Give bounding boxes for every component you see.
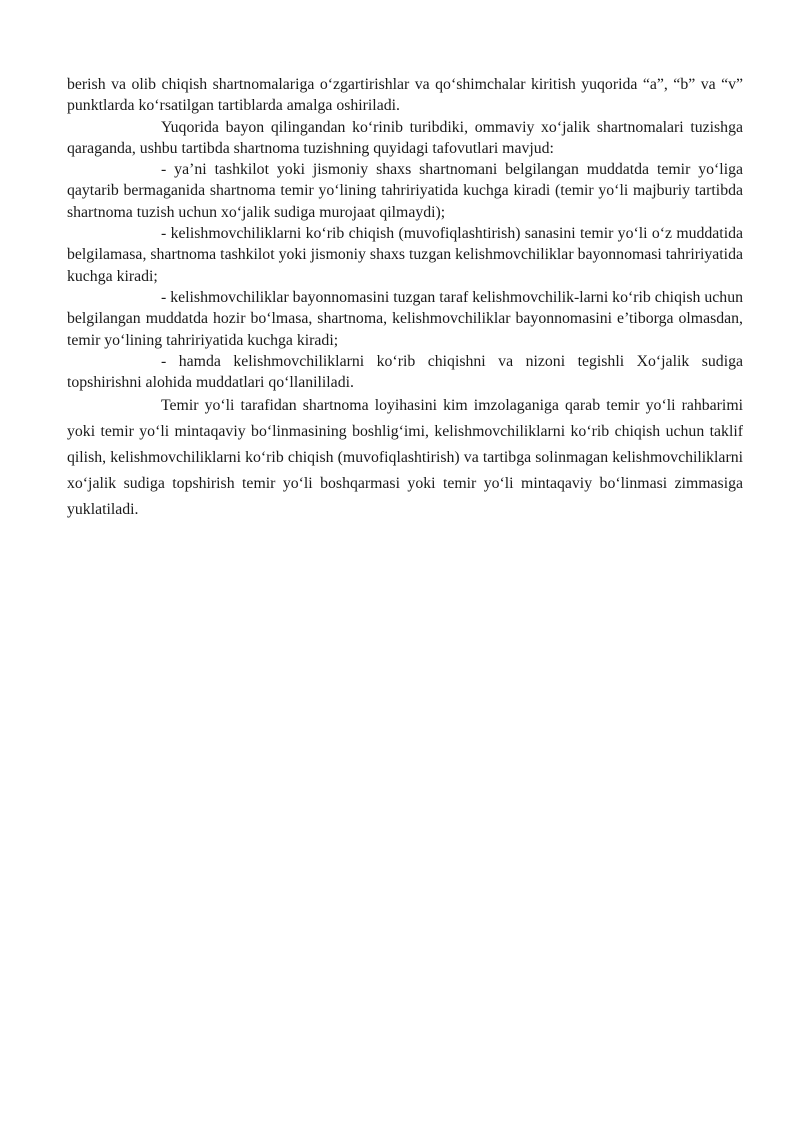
- list-item-protocol-party: - kelishmovchiliklar bayonnomasini tuzgan taraf kelishmovchilik-larni ko‘rib chiqish uchun belgilangan muddatda hozir bo‘lmasa, shartnoma, kelishmovchiliklar bayonnomasini e’tiborga olmasdan, temir yo‘lining tahririyatida kuchga kiradi;: [67, 288, 743, 349]
- paragraph-responsibility: Temir yo‘li tarafidan shartnoma loyihasini kim imzolaganiga qarab temir yo‘li rahbarimi yoki temir yo‘li mintaqaviy bo‘linmasining boshlig‘imi, kelishmovchiliklarni ko‘rib chiqish uchun taklif qilish, kelishmovchiliklarni ko‘rib chiqish (muvofiqlashtirish) va tartibga solinmagan kelishmovchiliklarni xo‘jalik sudiga topshirish temir yo‘li boshqarmasi yoki temir yo‘li mintaqaviy bo‘linmasi zimmasiga yuklatiladi.: [67, 397, 743, 519]
- list-item-contract-return: - ya’ni tashkilot yoki jismoniy shaxs shartnomani belgilangan muddatda temir yo‘liga qaytarib bermaganida shartnoma temir yo‘lining tahririyatida kuchga kiradi (temir yo‘li majburiy tartibda shartnoma tuzish uchun xo‘jalik sudiga murojaat qilmaydi);: [67, 161, 743, 221]
- paragraph-differences-intro: Yuqorida bayon qilingandan ko‘rinib turibdiki, ommaviy xo‘jalik shartnomalari tuzishga qaraganda, ushbu tartibda shartnoma tuzishning quyidagi tafovutlari mavjud:: [67, 118, 743, 157]
- document-page: [67, 74, 743, 523]
- list-item-disagreement-date: - kelishmovchiliklarni ko‘rib chiqish (muvofiqlashtirish) sanasini temir yo‘li o‘z muddatida belgilamasa, shartnoma tashkilot yoki jismoniy shaxs tuzgan kelishmovchiliklar bayonnomasi tahririyatida kuchga kiradi;: [67, 225, 743, 285]
- paragraph-continuation: berish va olib chiqish shartnomalariga o‘zgartirishlar va qo‘shimchalar kiritish yuqorida “a”, “b” va “v” punktlarda ko‘rsatilgan tartiblarda amalga oshiriladi.: [67, 76, 743, 115]
- list-item-court-deadlines: - hamda kelishmovchiliklarni ko‘rib chiqishni va nizoni tegishli Xo‘jalik sudiga topshirishni alohida muddatlari qo‘llanililadi.: [67, 352, 743, 392]
